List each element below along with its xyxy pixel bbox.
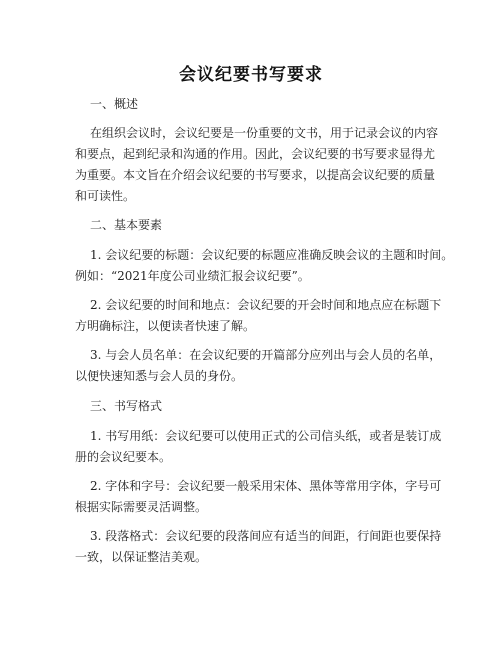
paragraph-line: 以便快速知悉与会人员的身份。 xyxy=(75,369,244,383)
paragraph-line: 3. 段落格式：会议纪要的段落间应有适当的间距，行间距也要保持 xyxy=(90,529,442,543)
document-title: 会议纪要书写要求 xyxy=(179,65,323,85)
section-heading: 三、书写格式 xyxy=(90,399,163,413)
section-heading: 一、概述 xyxy=(90,97,139,111)
paragraph-line: 1. 会议纪要的标题：会议纪要的标题应准确反映会议的主题和时间。 xyxy=(90,248,454,262)
paragraph-line: 和可读性。 xyxy=(75,189,136,203)
paragraph-line: 和要点，起到纪录和沟通的作用。因此，会议纪要的书写要求显得尤 xyxy=(75,147,436,161)
paragraph-line: 一致，以保证整洁美观。 xyxy=(75,550,208,564)
paragraph-line: 2. 会议纪要的时间和地点：会议纪要的开会时间和地点应在标题下 xyxy=(90,298,442,312)
section-heading: 二、基本要素 xyxy=(90,218,163,232)
paragraph-line: 在组织会议时，会议纪要是一份重要的文书，用于记录会议的内容 xyxy=(90,126,439,140)
paragraph-line: 根据实际需要灵活调整。 xyxy=(75,500,208,514)
paragraph-line: 例如：“2021年度公司业绩汇报会议纪要”。 xyxy=(75,269,310,283)
paragraph-line: 2. 字体和字号：会议纪要一般采用宋体、黑体等常用字体，字号可 xyxy=(90,479,442,493)
paragraph-line: 1. 书写用纸：会议纪要可以使用正式的公司信头纸，或者是装订成 xyxy=(90,429,442,443)
paragraph-line: 3. 与会人员名单：在会议纪要的开篇部分应列出与会人员的名单， xyxy=(90,348,442,362)
paragraph-line: 为重要。本文旨在介绍会议纪要的书写要求，以提高会议纪要的质量 xyxy=(75,168,436,182)
paragraph-line: 册的会议纪要本。 xyxy=(75,450,172,464)
paragraph-line: 方明确标注，以便读者快速了解。 xyxy=(75,319,256,333)
